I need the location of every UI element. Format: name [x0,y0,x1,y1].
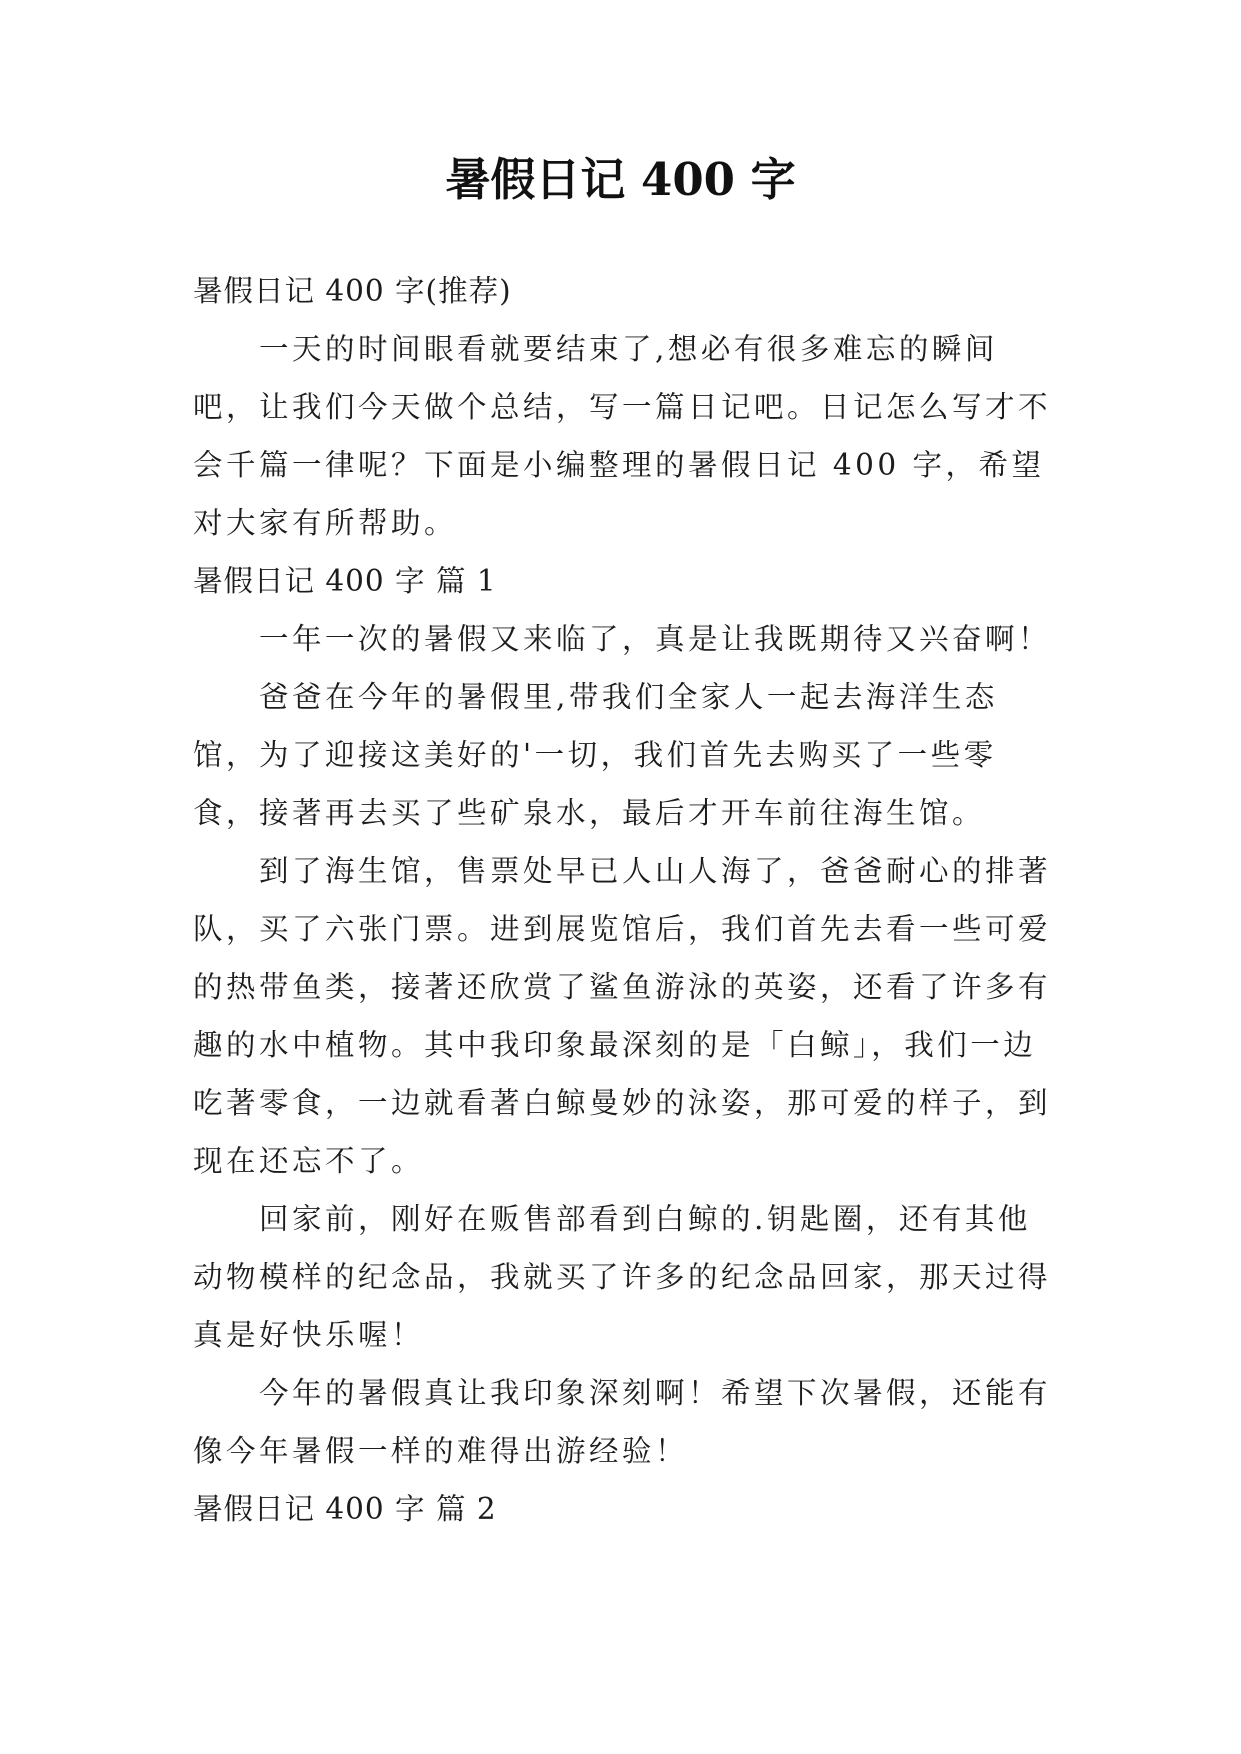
document-title: 暑假日记 400 字 [445,153,796,206]
section-2-heading: 暑假日记 400 字 篇 2 [193,1492,497,1526]
subtitle: 暑假日记 400 字(推荐) [193,274,512,308]
intro-paragraph: 一天的时间眼看就要结束了,想必有很多难忘的瞬间吧，让我们今天做个总结，写一篇日记吧。日记怎么写才不会千篇一律呢？下面是小编整理的暑假日记 400 字，希望对大家有所帮助。 [193,332,1052,540]
document-body [193,262,1053,1538]
section-1-paragraph: 回家前，刚好在贩售部看到白鲸的.钥匙圈，还有其他动物模样的纪念品，我就买了许多的纪念品回家，那天过得真是好快乐喔！ [193,1202,1052,1352]
section-1-paragraph: 到了海生馆，售票处早已人山人海了，爸爸耐心的排著队，买了六张门票。进到展览馆后，我们首先去看一些可爱的热带鱼类，接著还欣赏了鲨鱼游泳的英姿，还看了许多有趣的水中植物。其中我印象最深刻的是「白鲸」，我们一边吃著零食，一边就看著白鲸曼妙的泳姿，那可爱的样子，到现在还忘不了。 [193,854,1052,1178]
section-1-heading: 暑假日记 400 字 篇 1 [193,564,497,598]
section-1-paragraph: 爸爸在今年的暑假里,带我们全家人一起去海洋生态馆，为了迎接这美好的'一切，我们首先去购买了一些零食，接著再去买了些矿泉水，最后才开车前往海生馆。 [193,680,998,830]
section-1-paragraph: 一年一次的暑假又来临了，真是让我既期待又兴奋啊！ [259,622,1052,656]
section-1-paragraph: 今年的暑假真让我印象深刻啊！希望下次暑假，还能有像今年暑假一样的难得出游经验！ [193,1376,1052,1468]
